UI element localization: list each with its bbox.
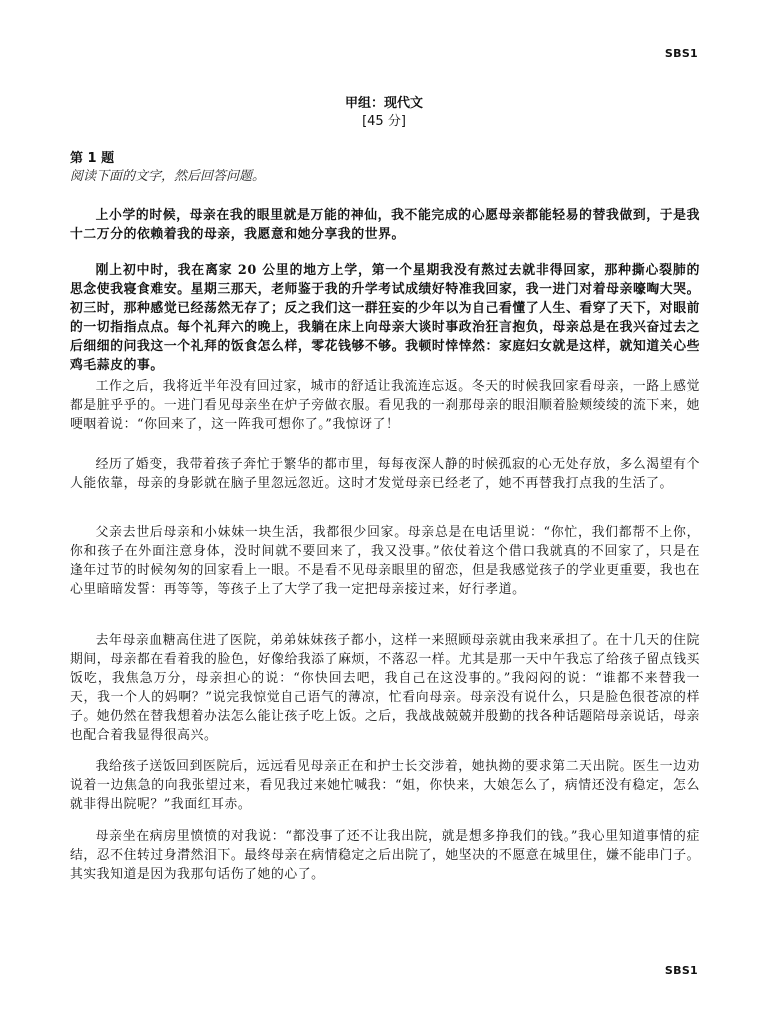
question-instruction: 阅读下面的文字，然后回答问题。	[70, 169, 266, 184]
page-code-footer: SBS1	[664, 964, 698, 977]
passage-paragraph: 母亲坐在病房里愤愤的对我说：“都没事了还不让我出院，就是想多挣我们的钱。”我心里知道事情的症结，忍不住转过身潸然泪下。最终母亲在病情稳定之后出院了，她坚决的不愿意在城里住，嫌不能串门子。其实我知道是因为我那句话伤了她的心了。	[70, 829, 700, 882]
passage-block-8	[70, 827, 700, 884]
passage-paragraph: 父亲去世后母亲和小妹妹一块生活，我都很少回家。母亲总是在电话里说：“你忙，我们都帮不上你，你和孩子在外面注意身体，没时间就不要回来了，我又没事。”依仗着这个借口我就真的不回家了，只是在逢年过节的时候匆匆的回家看上一眼。不是看不见母亲眼里的留恋，但是我感觉孩子的学业更重要，我也在心里暗暗发誓：再等等，等孩子上了大学了我一定把母亲接过来，好行孝道。	[70, 525, 700, 597]
section-title: 甲组：现代文	[344, 96, 423, 111]
passage-paragraph: 刚上初中时，我在离家 20 公里的地方上学，第一个星期我没有熬过去就非得回家，那种撕心裂肺的思念使我寝食难安。星期三那天，老师鉴于我的升学考试成绩好特准我回家，我一进门对着母亲嚎啕大哭。初三时，那种感觉已经荡然无存了；反之我们这一群狂妄的少年以为自己看懂了人生、看穿了天下，对眼前的一切指指点点。每个礼拜六的晚上，我躺在床上向母亲大谈时事政治狂言抱负，母亲总是在我兴奋过去之后细细的问我这一个礼拜的饭食怎么样，零花钱够不够。我顿时悻悻然：家庭妇女就是这样，就知道关心些鸡毛蒜皮的事。	[70, 263, 700, 373]
page-code-header: SBS1	[664, 47, 698, 60]
passage-paragraph: 上小学的时候，母亲在我的眼里就是万能的神仙，我不能完成的心愿母亲都能轻易的替我做到，于是我十二万分的依赖着我的母亲，我愿意和她分享我的世界。	[70, 208, 700, 242]
passage-block-2	[70, 261, 700, 375]
passage-block-6	[70, 631, 700, 745]
passage-block-5	[70, 523, 700, 599]
passage-block-4	[70, 455, 700, 493]
passage-block-3	[70, 377, 700, 434]
passage-block-1	[70, 206, 700, 244]
question-header	[70, 150, 700, 186]
passage-paragraph: 我给孩子送饭回到医院后，远远看见母亲正在和护士长交涉着，她执拗的要求第二天出院。医生一边劝说着一边焦急的向我张望过来，看见我过来她忙喊我：“姐，你快来，大娘怎么了，病情还没有稳定，怎么就非得出院呢？”我面红耳赤。	[70, 759, 700, 812]
passage-block-7	[70, 757, 700, 814]
section-marks: [45 分]	[362, 114, 406, 129]
question-number: 第 1 题	[70, 151, 115, 166]
section-heading	[0, 95, 768, 131]
passage-paragraph: 去年母亲血糖高住进了医院，弟弟妹妹孩子都小，这样一来照顾母亲就由我来承担了。在十几天的住院期间，母亲都在看着我的脸色，好像给我添了麻烦，不落忍一样。尤其是那一天中午我忘了给孩子留点钱买饭吃，我焦急万分，母亲担心的说：“你快回去吧，我自己在这没事的。”我闷闷的说：“谁都不来替我一天，我一个人的妈啊？”说完我惊觉自己语气的薄凉，忙看向母亲。母亲没有说什么，只是脸色很苍凉的样子。她仍然在替我想着办法怎么能让孩子吃上饭。之后，我战战兢兢并殷勤的找各种话题陪母亲说话，母亲也配合着我显得很高兴。	[70, 633, 700, 743]
passage-paragraph: 工作之后，我将近半年没有回过家，城市的舒适让我流连忘返。冬天的时候我回家看母亲，一路上感觉都是脏乎乎的。一进门看见母亲坐在炉子旁做衣服。看见我的一刹那母亲的眼泪顺着脸颊绫绫的流下来，她哽咽着说：“你回来了，这一阵我可想你了。”我惊讶了！	[70, 379, 700, 432]
passage-paragraph: 经历了婚变，我带着孩子奔忙于繁华的都市里，每每夜深人静的时候孤寂的心无处存放，多么渴望有个人能依靠，母亲的身影就在脑子里忽远忽近。这时才发觉母亲已经老了，她不再替我打点我的生活了。	[70, 457, 700, 491]
